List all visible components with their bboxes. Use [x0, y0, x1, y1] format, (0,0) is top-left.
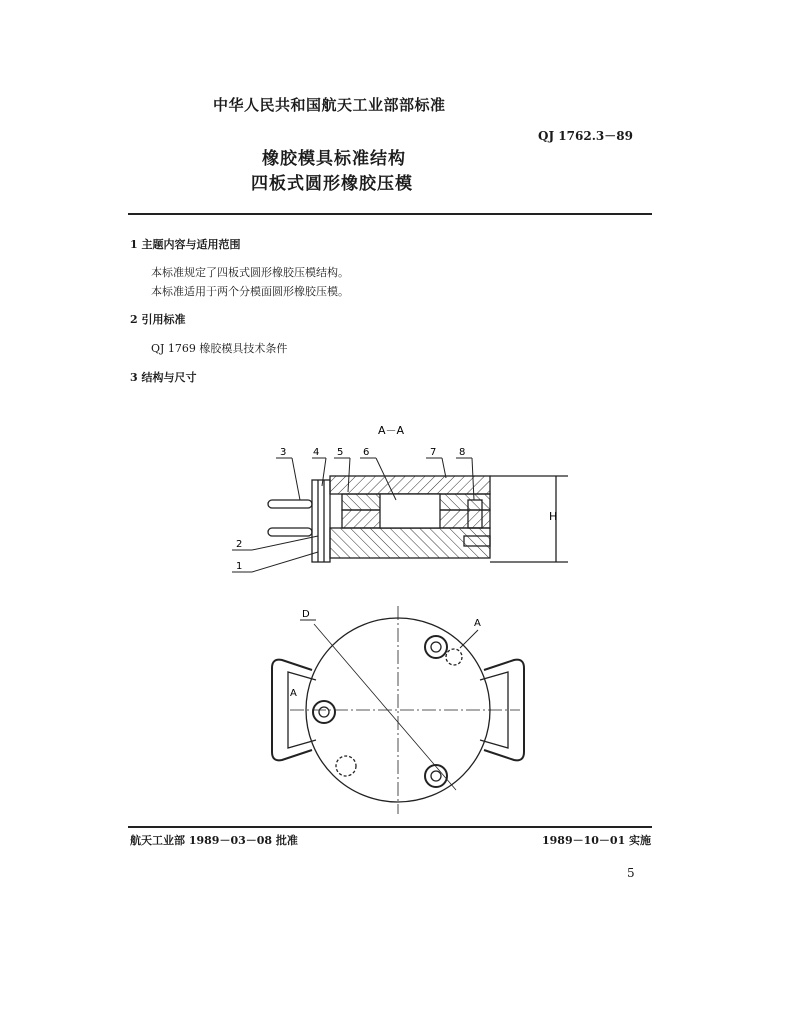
plan-view: [272, 606, 524, 814]
height-label: H: [549, 510, 558, 523]
part-number-4: 4: [313, 447, 320, 458]
part-number-8: 8: [459, 447, 466, 458]
part-number-6: 6: [363, 447, 370, 458]
issuer-heading: 中华人民共和国航天工业部部标准: [213, 96, 446, 114]
standard-code: QJ 1762.3－89: [538, 129, 633, 143]
section-3-heading: 3 结构与尺寸: [130, 371, 197, 384]
pin-hole: [336, 756, 356, 776]
section-2-heading: 2 引用标准: [130, 313, 186, 326]
diameter-label: D: [302, 609, 310, 620]
part-number-7: 7: [430, 447, 437, 458]
screw-left: [313, 701, 335, 723]
top-plate: [330, 476, 490, 494]
section-1-line-1: 本标准规定了四板式圆形橡胶压模结构。: [151, 266, 349, 279]
section-2-line-1: QJ 1769 橡胶模具技术条件: [151, 342, 288, 355]
section-1-heading: 1 主题内容与适用范围: [130, 238, 241, 251]
bottom-plate: [330, 528, 490, 558]
handle-upper: [268, 500, 312, 508]
section-label: A－A: [378, 424, 405, 437]
handle-lower: [268, 528, 312, 536]
part-number-1: 1: [236, 561, 243, 572]
part-number-2: 2: [236, 539, 243, 550]
part-number-5: 5: [337, 447, 344, 458]
left-frame: [312, 480, 330, 562]
section-view: [268, 476, 568, 562]
approval-date: 航天工业部 1989－03－08 批准: [130, 834, 298, 847]
section-1-line-2: 本标准适用于两个分模面圆形橡胶压模。: [151, 285, 349, 298]
cavity: [380, 494, 440, 528]
section-mark-left: A: [290, 688, 297, 699]
title-line-1: 橡胶模具标准结构: [262, 149, 406, 169]
implementation-date: 1989－10－01 实施: [542, 834, 652, 847]
section-mark-right: A: [474, 618, 481, 629]
page-number: 5: [627, 866, 635, 880]
title-line-2: 四板式圆形橡胶压模: [251, 174, 413, 194]
footer-rule: [128, 826, 652, 828]
part-number-3: 3: [280, 447, 287, 458]
screw-top-right: [425, 636, 447, 658]
